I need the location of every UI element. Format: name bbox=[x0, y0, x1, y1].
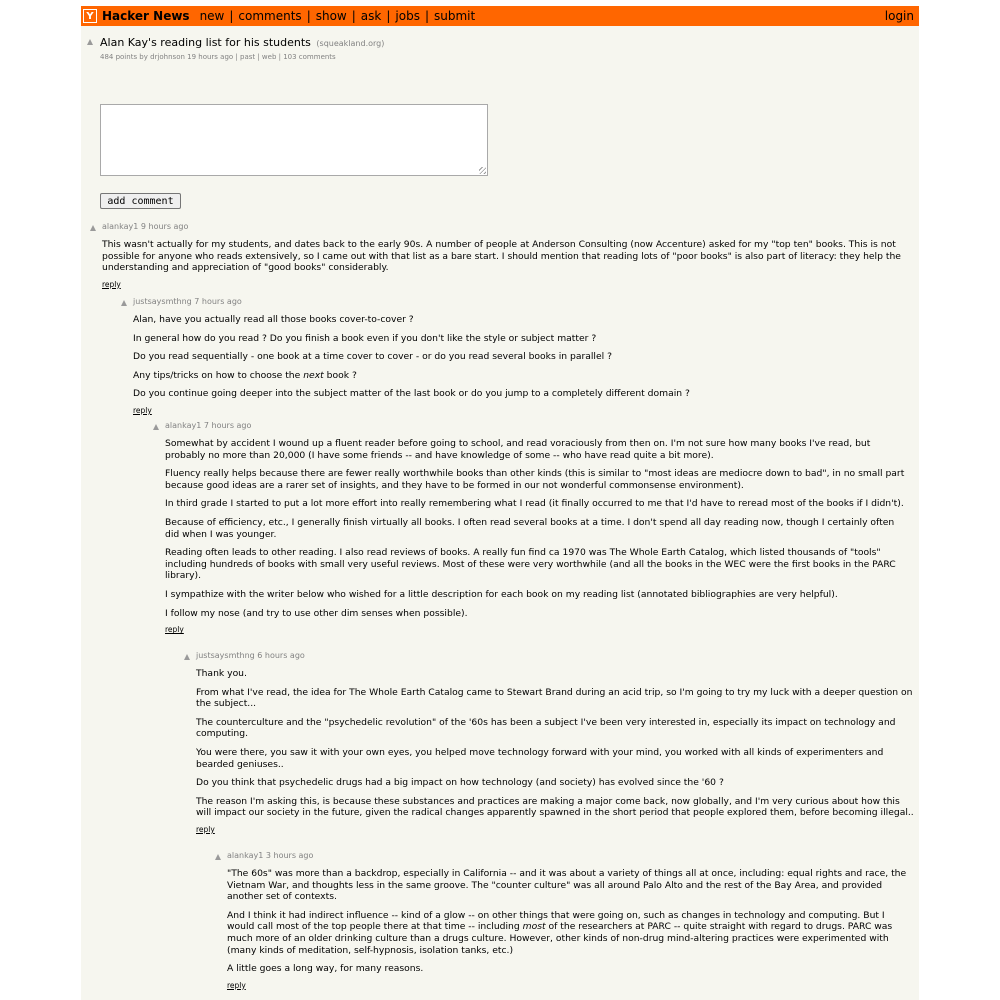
nav-comments[interactable]: comments bbox=[238, 9, 302, 23]
add-comment-button[interactable]: add comment bbox=[100, 193, 181, 209]
comment-head: alankay1 3 hours ago bbox=[227, 851, 314, 860]
y-logo-icon[interactable] bbox=[83, 9, 97, 23]
nav-new[interactable]: new bbox=[199, 9, 225, 23]
reply-link[interactable]: reply bbox=[133, 405, 152, 415]
comment-text: Reading often leads to other reading. I also read reviews of books. A really fun find ca 1970 was The Whole Earth Catalog, which listed thousands of "tools" including hundreds of books with small very useful reviews. Most of these were very worthwhile (and all the books in the WEC were the first books in the PARC library). bbox=[165, 547, 896, 582]
comment-text: The counterculture and the "psychedelic revolution" of the '60s has been a subject I've been very interested in, especially its impact on technology and computing. bbox=[196, 716, 896, 740]
comment-text: I sympathize with the writer below who wished for a little description for each book on my reading list (annotated bibliographies are very helpful). bbox=[165, 588, 838, 600]
comment-text: In third grade I started to put a lot more effort into really remembering what I read (it finally occurred to me that I'd have to reread most of the books if I didn't). bbox=[165, 498, 904, 510]
upvote-icon[interactable] bbox=[215, 854, 221, 860]
upvote-icon[interactable] bbox=[153, 424, 159, 430]
comment-textarea[interactable] bbox=[100, 104, 488, 176]
comment-head: alankay1 9 hours ago bbox=[102, 222, 189, 231]
nav-separator: | bbox=[424, 9, 429, 23]
comment-text: Fluency really helps because there are fewer really worthwhile books than other kinds (this is similar to "most ideas are mediocre down to bad", in no small part because good ideas are a rarer set of insights, and they have to be formed in our not wonderful commonsense environment). bbox=[165, 468, 905, 491]
nav-separator: | bbox=[229, 9, 234, 23]
nav-ask[interactable]: ask bbox=[360, 9, 382, 23]
comment-text: Alan, have you actually read all those books cover-to-cover ? bbox=[133, 314, 414, 325]
nav-separator: | bbox=[351, 9, 356, 23]
comment-head: alankay1 7 hours ago bbox=[165, 421, 252, 430]
reply-link[interactable]: reply bbox=[227, 980, 246, 990]
story-site[interactable]: (squeakland.org) bbox=[316, 39, 385, 48]
comment bbox=[133, 297, 873, 415]
nav-show[interactable]: show bbox=[315, 9, 347, 23]
upvote-icon[interactable] bbox=[121, 300, 127, 306]
comment bbox=[227, 851, 913, 990]
story-title[interactable]: Alan Kay's reading list for his students bbox=[100, 36, 311, 49]
site-name[interactable]: Hacker News bbox=[102, 9, 190, 23]
story-title-row bbox=[100, 36, 384, 49]
story-subtext: 484 points by drjohnson 19 hours ago | past | web | 103 comments bbox=[100, 53, 336, 61]
comment-text: In general how do you read ? Do you finish a book even if you don't like the style or subject matter ? bbox=[133, 332, 597, 344]
comment-text: I follow my nose (and try to use other dim senses when possible). bbox=[165, 607, 468, 619]
upvote-icon[interactable] bbox=[90, 225, 96, 231]
top-bar bbox=[81, 6, 919, 26]
comment-text: Do you think that psychedelic drugs had a big impact on how technology (and society) has evolved since the '60 ? bbox=[196, 777, 724, 789]
nav-submit[interactable]: submit bbox=[434, 9, 476, 23]
logo-letter: Y bbox=[86, 10, 94, 22]
comment-text: Do you continue going deeper into the subject matter of the last book or do you jump to a completely different domain ? bbox=[133, 388, 690, 400]
comment-head: justsaysmthng 6 hours ago bbox=[196, 651, 305, 660]
nav-separator: | bbox=[386, 9, 391, 23]
comment bbox=[165, 421, 907, 634]
comment-text: Because of efficiency, etc., I generally finish virtually all books. I often read several books at a time. I don't spend all day reading now, though I certainly often did when I was younger. bbox=[165, 516, 895, 540]
comment-head: justsaysmthng 7 hours ago bbox=[133, 297, 242, 306]
comment-text: "The 60s" was more than a backdrop, especially in California -- and it was about a variety of things all at once, including: equal rights and race, the Vietnam War, and thoughts less in the same groove. The "counter culture" was all around Palo Alto and the rest of the Bay Area, and provided another set of contexts. bbox=[227, 868, 907, 903]
nav-jobs[interactable]: jobs bbox=[395, 9, 420, 23]
reply-link[interactable]: reply bbox=[165, 625, 184, 635]
resize-grip-icon[interactable] bbox=[479, 167, 486, 174]
comment-text: This wasn't actually for my students, and dates back to the early 90s. A number of people at Anderson Consulting (now Accenture) asked for my "top ten" books. This is not possible for anyone who reads extensively, so I came out with that list as a bare start. I should mention that reading lots of "poor books" is also part of literacy: they help the understanding and appreciation of "good books" considerably. bbox=[102, 239, 901, 274]
reply-link[interactable]: reply bbox=[196, 824, 215, 834]
login-link[interactable]: login bbox=[884, 9, 914, 23]
comment-text: A little goes a long way, for many reasons. bbox=[227, 963, 424, 975]
comment bbox=[196, 651, 916, 834]
upvote-icon[interactable] bbox=[87, 39, 93, 45]
comment bbox=[102, 222, 908, 289]
comment-text: Somewhat by accident I wound up a fluent reader before going to school, and read voraciously from then on. I'm not sure how many books I've read, but probably no more than 20,000 (I have some friends -- and have knowledge of some -- who have read quite a bit more). bbox=[165, 438, 871, 461]
comment-text: Thank you. bbox=[196, 668, 247, 679]
comment-text: From what I've read, the idea for The Whole Earth Catalog came to Stewart Brand during an acid trip, so I'm going to try my luck with a deeper question on the subject... bbox=[196, 686, 913, 710]
upvote-icon[interactable] bbox=[184, 654, 190, 660]
comment-text: Do you read sequentially - one book at a time cover to cover - or do you read several books in parallel ? bbox=[133, 351, 612, 363]
comment-text: Any tips/tricks on how to choose the next book ? bbox=[133, 369, 357, 381]
page-container bbox=[81, 6, 919, 1000]
nav-separator: | bbox=[306, 9, 311, 23]
comment-text: The reason I'm asking this, is because these substances and practices are making a major come back, now globally, and I'm very curious about how this will impact our society in the future, given the radical changes apparently spawned in the short period that people explored them, before becoming illegal.. bbox=[196, 795, 914, 819]
comment-text: You were there, you saw it with your own eyes, you helped move technology forward with your mind, you worked with all kinds of experimenters and bearded geniuses.. bbox=[196, 746, 884, 770]
comment-text: And I think it had indirect influence -- kind of a glow -- on other things that were going on, such as changes in technology and computing. But I would call most of the top people there at that time -- including most of the researchers at PARC -- quite straight with regard to drugs. PARC was much more of an older drinking culture than a drugs culture. However, other kinds of non-drug mind-altering practices were experimented with (many kinds of meditation, self-hypnosis, isolation tanks, etc.) bbox=[227, 909, 893, 956]
reply-link[interactable]: reply bbox=[102, 279, 121, 289]
